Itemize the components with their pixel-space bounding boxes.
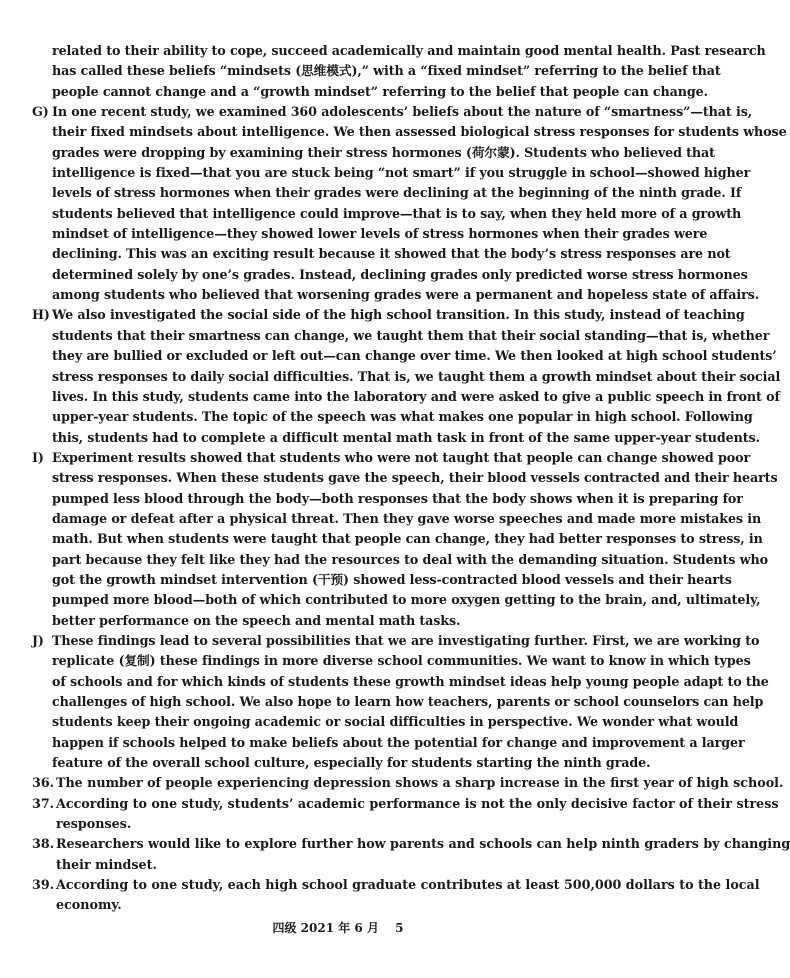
page-number: 5: [395, 921, 404, 935]
text-line: among students who believed that worsening grades were a permanent and hopeless state of affairs.: [52, 287, 760, 303]
paragraph-i: [32, 448, 778, 631]
text-line: intelligence is fixed—that you are stuck being “not smart” if you struggle in school—showed higher: [52, 165, 751, 181]
text-line: happen if schools helped to make beliefs about the potential for change and improvement a larger: [52, 734, 745, 750]
exam-label: 四级 2021 年 6 月: [272, 921, 379, 935]
text-line: determined solely by one’s grades. Instead, declining grades only predicted worse stress hormones: [52, 266, 748, 282]
paragraph-text: [52, 102, 787, 305]
text-line: levels of stress hormones when their grades were declining at the beginning of the ninth grade. If: [52, 185, 742, 201]
paragraph-text: [52, 305, 780, 447]
question-39: [32, 875, 760, 916]
text-line: their mindset.: [56, 856, 157, 872]
paragraph-text: [52, 448, 777, 631]
text-line: stress responses to daily social difficulties. That is, we taught them a growth mindset about their social: [52, 368, 781, 384]
text-line: grades were dropping by examining their stress hormones (荷尔蒙). Students who believed that: [52, 144, 715, 160]
text-line: declining. This was an exciting result because it showed that the body’s stress responses are not: [52, 246, 731, 262]
intro-paragraph: [32, 41, 766, 102]
text-line: These findings lead to several possibilities that we are investigating further. First, we are working to: [52, 632, 760, 648]
text-line: their fixed mindsets about intelligence. We then assessed biological stress responses for students whose: [52, 124, 787, 140]
intro-text: [52, 41, 766, 102]
text-line: got the growth mindset intervention (干预) showed less-contracted blood vessels and their hearts: [52, 571, 732, 587]
text-line: related to their ability to cope, succeed academically and maintain good mental health. Past research: [52, 43, 766, 58]
text-line: students keep their ongoing academic or social difficulties in perspective. We wonder what would: [52, 714, 739, 730]
page-footer: [0, 919, 676, 936]
text-line: people cannot change and a “growth mindset” referring to the belief that people can change.: [52, 83, 708, 99]
text-line: pumped less blood through the body—both responses that the body shows when it is preparing for: [52, 490, 743, 506]
paragraph-label: J): [32, 632, 44, 648]
text-line: students believed that intelligence could improve—that is to say, when they held more of a growth: [52, 205, 742, 221]
text-line: According to one study, each high school graduate contributes at least 500,000 dollars to the local: [56, 877, 760, 893]
text-line: mindset of intelligence—they showed lower levels of stress hormones when their grades were: [52, 226, 708, 242]
question-37: [32, 794, 779, 835]
question-number: 38.: [32, 836, 55, 852]
text-line: According to one study, students’ academic performance is not the only decisive factor of their stress: [56, 795, 779, 811]
text-line: part because they felt like they had the resources to deal with the demanding situation. Students who: [52, 551, 768, 567]
paragraph-label: I): [32, 449, 44, 465]
question-38: [32, 834, 790, 875]
text-line: students that their smartness can change, we taught them that their social standing—that is, whether: [52, 327, 770, 343]
text-line: Experiment results showed that students who were not taught that people can change showed poor: [52, 449, 751, 465]
text-line: better performance on the speech and mental math tasks.: [52, 612, 461, 628]
text-line: damage or defeat after a physical threat. Then they gave worse speeches and made more mistakes in: [52, 510, 762, 526]
text-line: responses.: [56, 816, 132, 832]
question-text: [56, 773, 783, 793]
text-line: challenges of high school. We also hope to learn how teachers, parents or school counselors can help: [52, 694, 764, 709]
text-line: lives. In this study, students came into the laboratory and were asked to give a public speech in front of: [52, 388, 780, 404]
question-text: [56, 794, 779, 835]
text-line: Researchers would like to explore further how parents and schools can help ninth graders by changing: [56, 836, 790, 852]
paragraph-h: [32, 305, 781, 447]
text-line: The number of people experiencing depression shows a sharp increase in the first year of high school.: [56, 775, 784, 791]
text-line: stress responses. When these students gave the speech, their blood vessels contracted and their hearts: [52, 470, 778, 486]
text-line: replicate (复制) these findings in more diverse school communities. We want to know in which types: [52, 653, 751, 669]
text-line: feature of the overall school culture, especially for students starting the ninth grade.: [52, 755, 651, 771]
question-text: [56, 834, 790, 875]
text-line: In one recent study, we examined 360 adolescents’ beliefs about the nature of “smartness”—that is,: [52, 104, 753, 120]
text-line: economy.: [56, 897, 122, 913]
paragraph-j: [32, 631, 769, 773]
text-line: this, students had to complete a difficult mental math task in front of the same upper-year students.: [52, 429, 760, 445]
text-line: they are bullied or excluded or left out—can change over time. We then looked at high school students’: [52, 348, 777, 364]
question-number: 39.: [32, 877, 55, 893]
paragraph-text: [52, 631, 769, 773]
text-line: upper-year students. The topic of the speech was what makes one popular in high school. Following: [52, 409, 753, 425]
text-line: of schools and for which kinds of students these growth mindset ideas help young people adapt to the: [52, 673, 769, 689]
paragraph-label: H): [32, 307, 50, 323]
text-line: We also investigated the social side of the high school transition. In this study, instead of teaching: [52, 307, 745, 323]
paragraph-label: G): [32, 104, 49, 120]
text-line: math. But when students were taught that people can change, they had better responses to stress, in: [52, 531, 763, 547]
question-36: [32, 773, 784, 793]
question-number: 36.: [32, 775, 55, 791]
question-text: [56, 875, 760, 916]
text-line: pumped more blood—both of which contributed to more oxygen getting to the brain, and, ultimately,: [52, 592, 761, 608]
paragraph-g: [32, 102, 787, 305]
question-number: 37.: [32, 795, 55, 811]
text-line: has called these beliefs “mindsets (思维模式),” with a “fixed mindset” referring to the belief that: [52, 63, 721, 79]
